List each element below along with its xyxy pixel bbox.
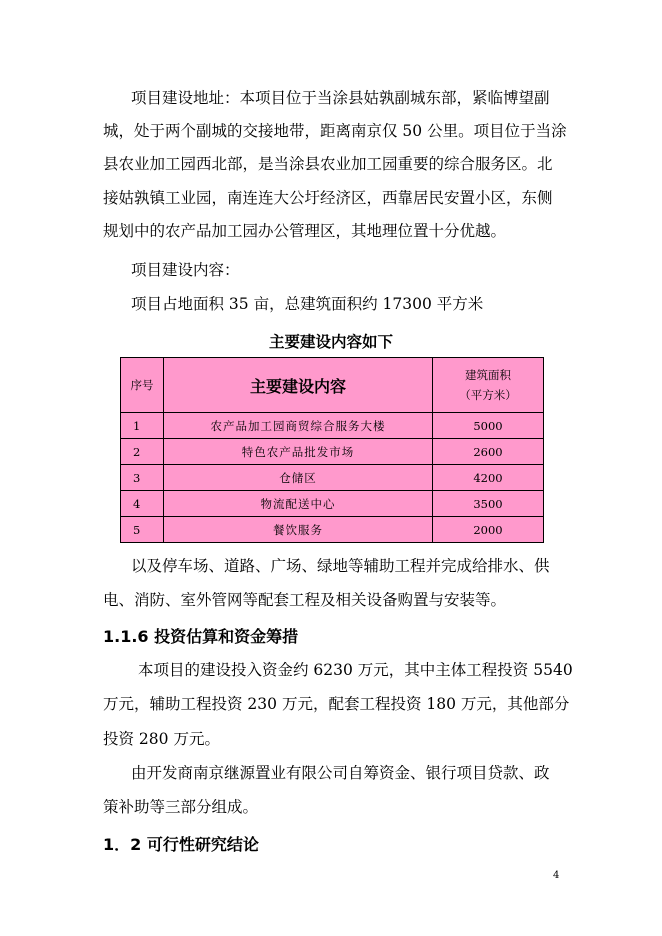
row-seq: 3: [121, 465, 164, 491]
row-content: 特色农产品批发市场: [164, 439, 433, 465]
content-label: 项目建设内容：: [131, 261, 240, 279]
investment-line-1: 本项目的建设投入资金约 6230 万元，其中主体工程投资 5540: [138, 661, 573, 679]
table-row: [121, 517, 544, 543]
location-line-2: 城，处于两个副城的交接地带，距离南京仅 50 公里。项目位于当涂: [103, 122, 567, 140]
header-seq: 序号: [121, 358, 164, 413]
table-title: 主要建设内容如下: [268, 333, 393, 351]
header-content: 主要建设内容: [164, 358, 433, 413]
funding-line-2: 策补助等三部分组成。: [103, 798, 259, 816]
area-line: 项目占地面积 35 亩，总建筑面积约 17300 平方米: [131, 295, 484, 313]
aux-line-2: 电、消防、室外管网等配套工程及相关设备购置与安装等。: [103, 591, 507, 609]
row-seq: 1: [121, 413, 164, 439]
row-content: 仓储区: [164, 465, 433, 491]
location-line-3: 县农业加工园西北部，是当涂县农业加工园重要的综合服务区。北: [103, 155, 553, 173]
row-area: 4200: [433, 465, 544, 491]
row-area: 2000: [433, 517, 544, 543]
header-area: [433, 358, 544, 413]
row-area: 3500: [433, 491, 544, 517]
row-seq: 5: [121, 517, 164, 543]
row-content: 农产品加工园商贸综合服务大楼: [164, 413, 433, 439]
funding-line-1: 由开发商南京继源置业有限公司自筹资金、银行项目贷款、政: [131, 764, 550, 782]
aux-line-1: 以及停车场、道路、广场、绿地等辅助工程并完成给排水、供: [131, 557, 550, 575]
section-heading-1-1-6: 1.1.6 投资估算和资金筹措: [103, 627, 299, 646]
row-area: 5000: [433, 413, 544, 439]
investment-line-3: 投资 280 万元。: [103, 730, 220, 748]
table-row: [121, 413, 544, 439]
row-area: 2600: [433, 439, 544, 465]
investment-line-2: 万元，辅助工程投资 230 万元，配套工程投资 180 万元，其他部分: [103, 695, 570, 713]
page-number: 4: [553, 870, 560, 881]
section-heading-1-2: 1．2 可行性研究结论: [103, 835, 259, 854]
table-row: [121, 465, 544, 491]
row-seq: 2: [121, 439, 164, 465]
construction-table: [120, 357, 544, 543]
location-line-5: 规划中的农产品加工园办公管理区，其地理位置十分优越。: [103, 222, 507, 240]
table-header-row: [121, 358, 544, 413]
row-content: 餐饮服务: [164, 517, 433, 543]
table-row: [121, 439, 544, 465]
row-seq: 4: [121, 491, 164, 517]
header-area-line1: 建筑面积: [465, 368, 511, 382]
location-line-1: 项目建设地址：本项目位于当涂县姑孰副城东部，紧临博望副: [131, 89, 550, 107]
location-line-4: 接姑孰镇工业园，南连连大公圩经济区，西靠居民安置小区，东侧: [103, 189, 553, 207]
row-content: 物流配送中心: [164, 491, 433, 517]
table-row: [121, 491, 544, 517]
header-area-line2: （平方米）: [459, 388, 517, 402]
